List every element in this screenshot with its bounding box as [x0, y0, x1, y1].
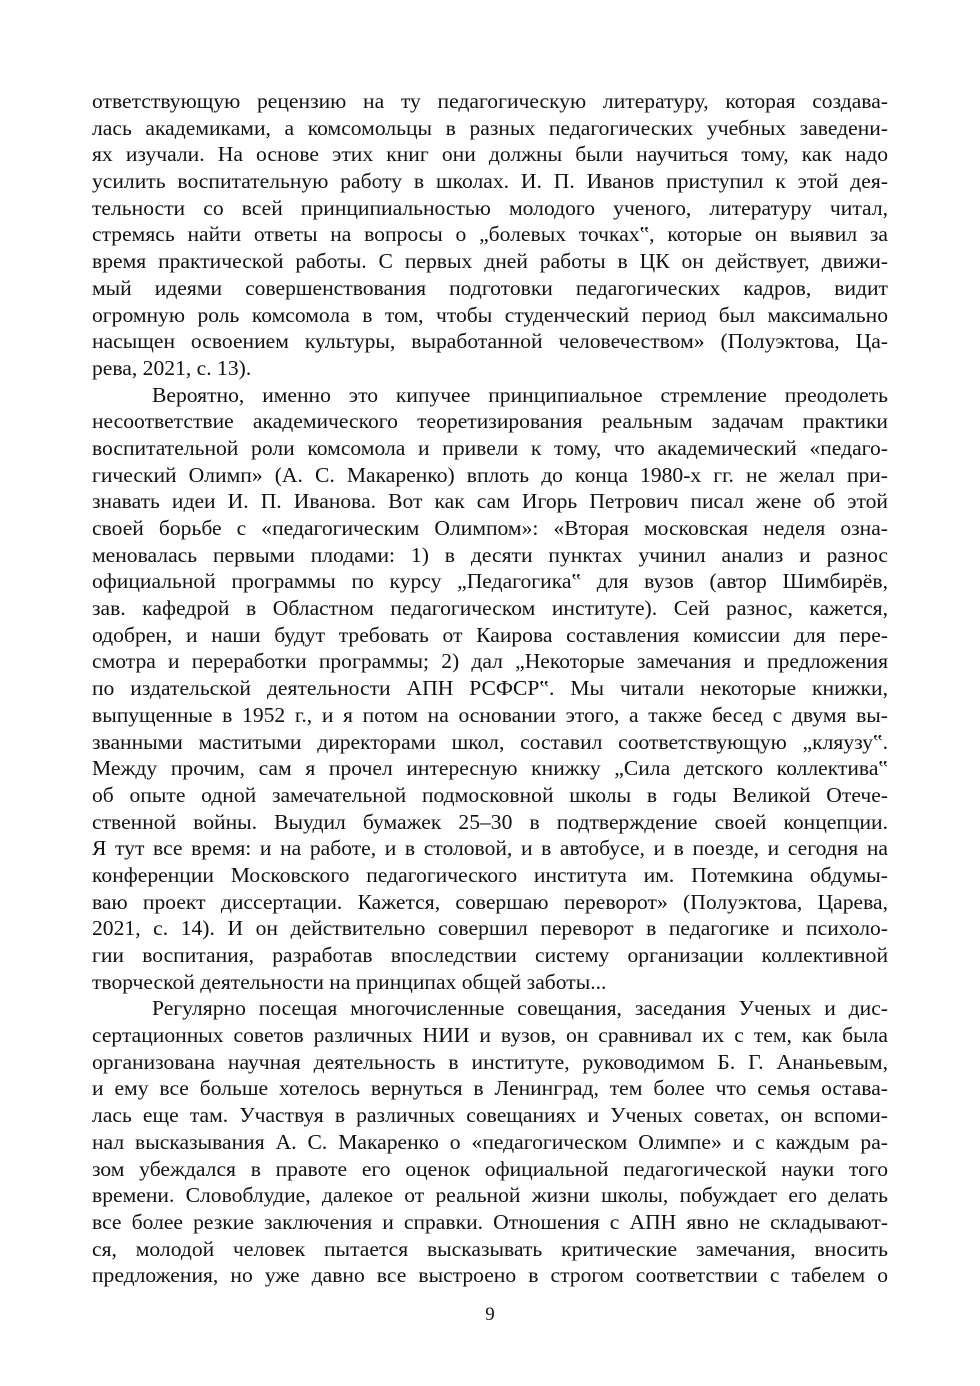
text-line: стремясь найти ответы на вопросы о „болевых точках‟, которые он выявил за — [92, 222, 888, 247]
text-line: Я тут все время: и на работе, и в столовой, и в автобусе, и в поезде, и сегодня на — [92, 836, 888, 861]
text-line: рева, 2021, с. 13). — [92, 355, 252, 380]
text-line: времени. Словоблудие, далекое от реальной жизни школы, побуждает его делать — [92, 1183, 888, 1208]
text-line: все более резкие заключения и справки. Отношения с АПН явно не складывают- — [92, 1209, 888, 1234]
text-line: воспитательной роли комсомола и привели к тому, что академический «педаго- — [92, 435, 888, 460]
text-line: ответствующую рецензию на ту педагогическую литературу, которая создава- — [92, 89, 888, 113]
text-line: зом убеждался в правоте его оценок официальной педагогической науки того — [92, 1156, 888, 1181]
text-line: ственной войны. Выудил бумажек 25–30 в подтверждение своей концепции. — [92, 809, 888, 834]
text-line: 2021, с. 14). И он действительно совершил переворот в педагогике и психоло- — [92, 916, 888, 941]
text-line: лась еще там. Участвуя в различных совещаниях и Ученых советах, он вспоми- — [92, 1103, 888, 1128]
text-line: ся, молодой человек пытается высказывать критические замечания, вносить — [92, 1236, 888, 1261]
paragraph — [92, 88, 888, 382]
text-line: организована научная деятельность в институте, руководимом Б. Г. Ананьевым, — [92, 1049, 888, 1074]
text-line: Вероятно, именно это кипучее принципиальное стремление преодолеть — [152, 382, 888, 407]
text-line: смотра и переработки программы; 2) дал „Некоторые замечания и предложения — [92, 649, 888, 674]
text-line: Регулярно посещая многочисленные совещания, заседания Ученых и дис- — [152, 996, 888, 1021]
text-line: огромную роль комсомола в том, чтобы студенческий период был максимально — [92, 302, 888, 327]
text-line: мый идеями совершенствования подготовки педагогических кадров, видит — [92, 275, 888, 300]
text-line: зав. кафедрой в Областном педагогическом институте). Сей разнос, кажется, — [92, 596, 888, 621]
text-line: творческой деятельности на принципах общей заботы... — [92, 969, 607, 994]
text-line: тельности со всей принципиальностью молодого ученого, литературу читал, — [92, 195, 888, 220]
page-number: 9 — [485, 1304, 495, 1325]
text-line: Между прочим, сам я прочел интересную книжку „Сила детского коллектива‟ — [92, 756, 888, 781]
text-line: гии воспитания, разработав впоследствии систему организации коллективной — [92, 943, 888, 967]
text-line: по издательской деятельности АПН РСФСР‟. Мы читали некоторые книжки, — [92, 676, 888, 701]
text-line: знавать идеи И. П. Иванова. Вот как сам Игорь Петрович писал жене об этой — [92, 489, 888, 514]
text-line: лась академиками, а комсомольцы в разных педагогических учебных заведени- — [92, 115, 888, 140]
text-line: сертационных советов различных НИИ и вузов, он сравнивал их с тем, как была — [92, 1023, 888, 1048]
paragraph — [92, 382, 888, 996]
text-line: официальной программы по курсу „Педагогика‟ для вузов (автор Шимбирёв, — [92, 569, 888, 594]
text-line: и ему все больше хотелось вернуться в Ленинград, тем более что семья остава- — [92, 1076, 888, 1101]
text-line: гический Олимп» (А. С. Макаренко) вплоть до конца 1980-х гг. не желал при- — [92, 462, 888, 487]
text-line: званными маститыми директорами школ, составил соответствующую „кляузу‟. — [92, 729, 888, 754]
text-line: ваю проект диссертации. Кажется, совершаю переворот» (Полуэктова, Царева, — [92, 889, 888, 914]
text-line: одобрен, и наши будут требовать от Каирова составления комиссии для пере- — [92, 622, 888, 647]
text-line: усилить воспитательную работу в школах. И. П. Иванов приступил к этой дея- — [92, 169, 888, 194]
text-line: насыщен освоением культуры, выработанной человечеством» (Полуэктова, Ца- — [92, 329, 888, 354]
text-line: меновалась первыми плодами: 1) в десяти пунктах учинил анализ и разнос — [92, 542, 888, 567]
text-line: об опыте одной замечательной подмосковной школы в годы Великой Отече- — [92, 782, 888, 807]
text-line: время практической работы. С первых дней работы в ЦК он действует, движи- — [92, 249, 888, 274]
text-line: несоответствие академического теоретизирования реальным задачам практики — [92, 409, 888, 434]
text-line: нал высказывания А. С. Макаренко о «педагогическом Олимпе» и с каждым ра- — [92, 1129, 888, 1154]
text-line: своей борьбе с «педагогическим Олимпом»: «Вторая московская неделя озна- — [92, 516, 888, 540]
text-line: выпущенные в 1952 г., и я потом на основании этого, а также бесед с двумя вы- — [92, 702, 888, 727]
text-line: ях изучали. На основе этих книг они должны были научиться тому, как надо — [92, 142, 888, 167]
text-line: конференции Московского педагогического института им. Потемкина обдумы- — [92, 862, 888, 887]
document-page — [92, 88, 888, 1289]
text-line: предложения, но уже давно все выстроено в строгом соответствии с табелем о — [92, 1263, 888, 1288]
paragraph — [92, 995, 888, 1289]
